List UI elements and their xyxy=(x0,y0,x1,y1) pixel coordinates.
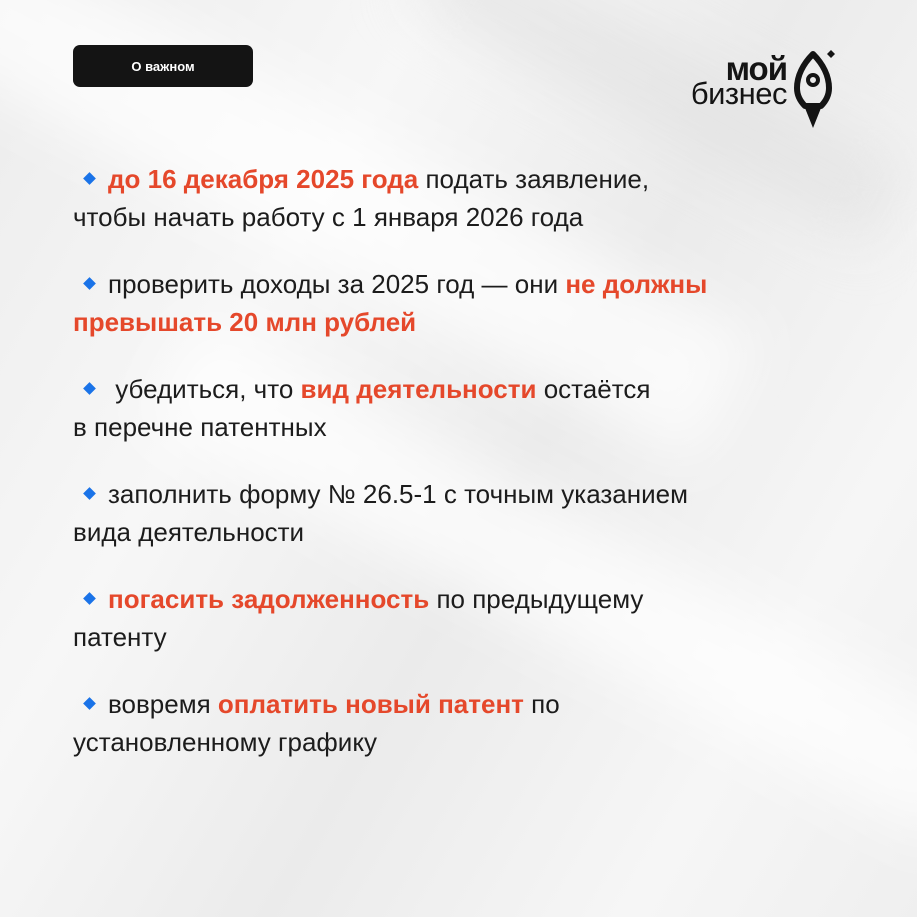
rocket-icon xyxy=(789,46,845,132)
list-item: погасить задолженность по предыдущему патенту xyxy=(73,584,644,652)
list-item: заполнить форму № 26.5-1 с точным указанием вида деятельности xyxy=(73,479,688,547)
bullet-icon xyxy=(83,277,96,290)
bullet-icon xyxy=(83,487,96,500)
checklist xyxy=(73,160,873,790)
bullet-icon xyxy=(83,172,96,185)
bullet-icon xyxy=(83,592,96,605)
list-item: до 16 декабря 2025 года подать заявление, чтобы начать работу с 1 января 2026 года xyxy=(73,164,650,232)
logo-line-2: бизнес xyxy=(690,76,787,112)
list-item: вовремя оплатить новый патент по установленному графику xyxy=(73,689,560,757)
moy-biznes-logo xyxy=(655,44,855,129)
bullet-icon xyxy=(83,382,96,395)
category-tag xyxy=(73,45,253,87)
category-tag-label: О важном xyxy=(131,58,195,74)
list-item: проверить доходы за 2025 год — они не должны превышать 20 млн рублей xyxy=(73,269,708,337)
logo-line-1: мой xyxy=(725,50,787,87)
list-item: убедиться, что вид деятельности остаётся в перечне патентных xyxy=(73,374,651,442)
bullet-icon xyxy=(83,697,96,710)
logo-wordmark xyxy=(690,50,787,112)
